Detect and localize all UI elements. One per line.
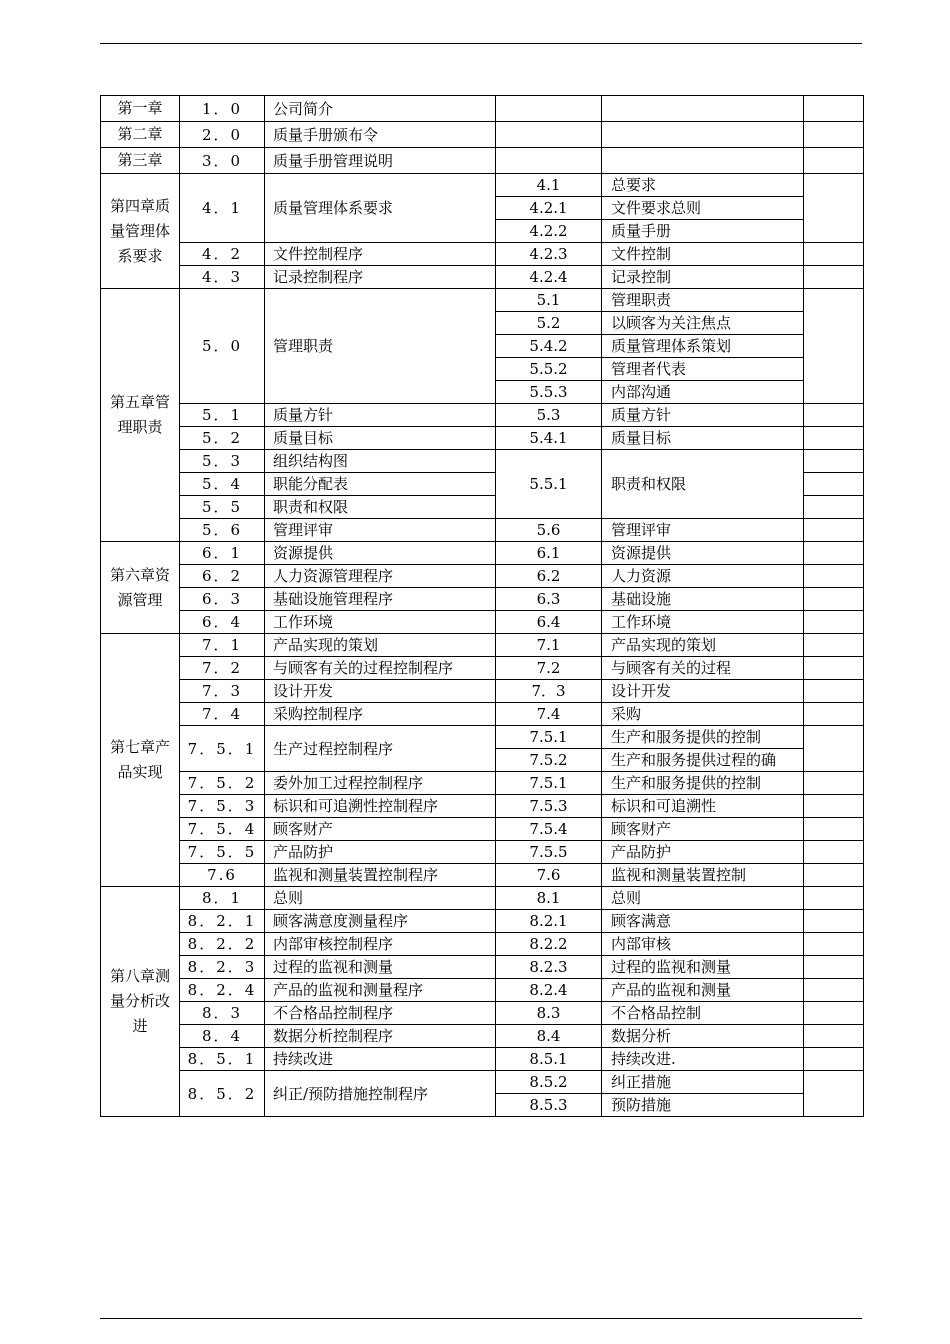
clause-title: 过程的监视和测量 xyxy=(602,956,804,979)
section-title: 顾客满意度测量程序 xyxy=(265,910,496,933)
clause-number: 8.4 xyxy=(496,1025,602,1048)
section-title: 产品实现的策划 xyxy=(265,634,496,657)
clause-title: 顾客财产 xyxy=(602,818,804,841)
remark-cell xyxy=(804,1048,864,1071)
section-number: 8．5．1 xyxy=(180,1048,265,1071)
table-row xyxy=(101,841,864,864)
clause-number: 5.2 xyxy=(496,312,602,335)
section-number: 8．2．2 xyxy=(180,933,265,956)
chapter-cell: 第七章产品实现 xyxy=(101,634,180,887)
clause-title: 不合格品控制 xyxy=(602,1002,804,1025)
section-title: 质量方针 xyxy=(265,404,496,427)
clause-title: 纠正措施 xyxy=(602,1071,804,1094)
clause-number: 7.5.1 xyxy=(496,772,602,795)
clause-title: 数据分析 xyxy=(602,1025,804,1048)
clause-title: 监视和测量装置控制 xyxy=(602,864,804,887)
empty-cell xyxy=(602,148,804,174)
section-number: 7．5．1 xyxy=(180,726,265,772)
table-row xyxy=(101,122,864,148)
chapter-cell: 第八章测量分析改进 xyxy=(101,887,180,1117)
section-title: 持续改进 xyxy=(265,1048,496,1071)
clause-title: 质量管理体系策划 xyxy=(602,335,804,358)
clause-number: 5.5.1 xyxy=(496,450,602,519)
section-number: 6．2 xyxy=(180,565,265,588)
table-row xyxy=(101,703,864,726)
section-title: 管理评审 xyxy=(265,519,496,542)
table-row xyxy=(101,542,864,565)
section-number: 8．2．4 xyxy=(180,979,265,1002)
remark-cell xyxy=(804,841,864,864)
clause-number: 7.5.2 xyxy=(496,749,602,772)
chapter-cell: 第二章 xyxy=(101,122,180,148)
section-number: 6．1 xyxy=(180,542,265,565)
section-number: 7．5．3 xyxy=(180,795,265,818)
clause-number: 8.2.2 xyxy=(496,933,602,956)
clause-number: 5.4.1 xyxy=(496,427,602,450)
clause-title: 总要求 xyxy=(602,174,804,197)
table-row xyxy=(101,634,864,657)
section-number: 6．4 xyxy=(180,611,265,634)
remark-cell xyxy=(804,565,864,588)
section-number: 8．3 xyxy=(180,1002,265,1025)
section-title: 文件控制程序 xyxy=(265,243,496,266)
remark-cell xyxy=(804,703,864,726)
remark-cell xyxy=(804,680,864,703)
clause-title: 持续改进. xyxy=(602,1048,804,1071)
remark-cell xyxy=(804,726,864,772)
clause-title: 生产和服务提供的控制 xyxy=(602,772,804,795)
section-number: 8．2．3 xyxy=(180,956,265,979)
section-title: 资源提供 xyxy=(265,542,496,565)
remark-cell xyxy=(804,634,864,657)
section-title: 标识和可追溯性控制程序 xyxy=(265,795,496,818)
clause-title: 内部审核 xyxy=(602,933,804,956)
clause-title: 人力资源 xyxy=(602,565,804,588)
clause-number: 7．3 xyxy=(496,680,602,703)
section-title: 产品的监视和测量程序 xyxy=(265,979,496,1002)
table-row xyxy=(101,772,864,795)
empty-cell xyxy=(496,96,602,122)
remark-cell xyxy=(804,542,864,565)
clause-title: 职责和权限 xyxy=(602,450,804,519)
remark-cell xyxy=(804,818,864,841)
empty-cell xyxy=(602,96,804,122)
section-number: 7．5．4 xyxy=(180,818,265,841)
clause-title: 与顾客有关的过程 xyxy=(602,657,804,680)
table-row xyxy=(101,956,864,979)
remark-cell xyxy=(804,174,864,243)
section-number: 4．1 xyxy=(180,174,265,243)
clause-number: 4.1 xyxy=(496,174,602,197)
clause-number: 8.5.2 xyxy=(496,1071,602,1094)
table-row xyxy=(101,565,864,588)
clause-number: 5.4.2 xyxy=(496,335,602,358)
section-number: 6．3 xyxy=(180,588,265,611)
section-title: 顾客财产 xyxy=(265,818,496,841)
table-row xyxy=(101,289,864,312)
clause-title: 内部沟通 xyxy=(602,381,804,404)
clause-title: 生产和服务提供的控制 xyxy=(602,726,804,749)
clause-title: 文件要求总则 xyxy=(602,197,804,220)
clause-number: 8.3 xyxy=(496,1002,602,1025)
section-title: 管理职责 xyxy=(265,289,496,404)
clause-number: 8.2.1 xyxy=(496,910,602,933)
clause-number: 7.2 xyxy=(496,657,602,680)
section-title: 记录控制程序 xyxy=(265,266,496,289)
clause-title: 资源提供 xyxy=(602,542,804,565)
section-number: 5．5 xyxy=(180,496,265,519)
clause-title: 生产和服务提供过程的确 xyxy=(602,749,804,772)
chapter-cell: 第三章 xyxy=(101,148,180,174)
table-row xyxy=(101,657,864,680)
table-row xyxy=(101,795,864,818)
empty-cell xyxy=(602,122,804,148)
remark-cell xyxy=(804,450,864,473)
clause-number: 4.2.4 xyxy=(496,266,602,289)
section-title: 总则 xyxy=(265,887,496,910)
table-row xyxy=(101,427,864,450)
remark-cell xyxy=(804,96,864,122)
clause-number: 7.5.4 xyxy=(496,818,602,841)
empty-cell xyxy=(496,148,602,174)
section-number: 7．1 xyxy=(180,634,265,657)
section-title: 监视和测量装置控制程序 xyxy=(265,864,496,887)
section-title: 组织结构图 xyxy=(265,450,496,473)
clause-number: 6.4 xyxy=(496,611,602,634)
clause-title: 设计开发 xyxy=(602,680,804,703)
remark-cell xyxy=(804,588,864,611)
clause-title: 质量手册 xyxy=(602,220,804,243)
clause-number: 7.5.5 xyxy=(496,841,602,864)
table-row xyxy=(101,680,864,703)
remark-cell xyxy=(804,404,864,427)
table-row xyxy=(101,174,864,197)
table-row xyxy=(101,1071,864,1094)
chapter-cell: 第四章质量管理体系要求 xyxy=(101,174,180,289)
table-row xyxy=(101,243,864,266)
table-row xyxy=(101,96,864,122)
remark-cell xyxy=(804,496,864,519)
clause-title: 工作环境 xyxy=(602,611,804,634)
remark-cell xyxy=(804,427,864,450)
clause-title: 管理评审 xyxy=(602,519,804,542)
table-row xyxy=(101,726,864,749)
section-number: 8．4 xyxy=(180,1025,265,1048)
table-row xyxy=(101,450,864,473)
remark-cell xyxy=(804,887,864,910)
section-title: 生产过程控制程序 xyxy=(265,726,496,772)
clause-title: 产品防护 xyxy=(602,841,804,864)
remark-cell xyxy=(804,611,864,634)
section-title: 质量手册颁布令 xyxy=(265,122,496,148)
clause-title: 基础设施 xyxy=(602,588,804,611)
clause-number: 4.2.2 xyxy=(496,220,602,243)
section-number: 3．0 xyxy=(180,148,265,174)
clause-number: 5.3 xyxy=(496,404,602,427)
section-title: 设计开发 xyxy=(265,680,496,703)
table-row xyxy=(101,266,864,289)
clause-title: 记录控制 xyxy=(602,266,804,289)
section-title: 内部审核控制程序 xyxy=(265,933,496,956)
section-title: 产品防护 xyxy=(265,841,496,864)
clause-number: 6.3 xyxy=(496,588,602,611)
table-row xyxy=(101,887,864,910)
table-row xyxy=(101,864,864,887)
clause-number: 7.1 xyxy=(496,634,602,657)
clause-number: 7.6 xyxy=(496,864,602,887)
clause-title: 标识和可追溯性 xyxy=(602,795,804,818)
clause-title: 产品实现的策划 xyxy=(602,634,804,657)
remark-cell xyxy=(804,1025,864,1048)
clause-number: 5.6 xyxy=(496,519,602,542)
table-row xyxy=(101,910,864,933)
clause-number: 7.4 xyxy=(496,703,602,726)
section-title: 职能分配表 xyxy=(265,473,496,496)
table-row xyxy=(101,818,864,841)
section-number: 1．0 xyxy=(180,96,265,122)
clause-number: 8.2.3 xyxy=(496,956,602,979)
section-number: 5．6 xyxy=(180,519,265,542)
remark-cell xyxy=(804,657,864,680)
clause-title: 预防措施 xyxy=(602,1094,804,1117)
table-row xyxy=(101,1002,864,1025)
remark-cell xyxy=(804,122,864,148)
remark-cell xyxy=(804,243,864,266)
clause-number: 7.5.1 xyxy=(496,726,602,749)
section-number: 8．5．2 xyxy=(180,1071,265,1117)
remark-cell xyxy=(804,795,864,818)
clause-title: 产品的监视和测量 xyxy=(602,979,804,1002)
section-number: 4．3 xyxy=(180,266,265,289)
clause-number: 8.5.1 xyxy=(496,1048,602,1071)
table-row xyxy=(101,519,864,542)
clause-number: 5.5.3 xyxy=(496,381,602,404)
clause-title: 质量方针 xyxy=(602,404,804,427)
remark-cell xyxy=(804,979,864,1002)
clause-number: 5.5.2 xyxy=(496,358,602,381)
remark-cell xyxy=(804,148,864,174)
footer-rule xyxy=(100,1318,862,1319)
clause-number: 6.2 xyxy=(496,565,602,588)
section-number: 5．0 xyxy=(180,289,265,404)
clause-number: 4.2.3 xyxy=(496,243,602,266)
remark-cell xyxy=(804,956,864,979)
remark-cell xyxy=(804,1071,864,1117)
section-title: 不合格品控制程序 xyxy=(265,1002,496,1025)
clause-number: 6.1 xyxy=(496,542,602,565)
clause-number: 5.1 xyxy=(496,289,602,312)
remark-cell xyxy=(804,864,864,887)
section-number: 7．5．5 xyxy=(180,841,265,864)
section-number: 5．4 xyxy=(180,473,265,496)
section-number: 7.6 xyxy=(180,864,265,887)
chapter-cell: 第五章管理职责 xyxy=(101,289,180,542)
section-title: 人力资源管理程序 xyxy=(265,565,496,588)
remark-cell xyxy=(804,519,864,542)
section-number: 2．0 xyxy=(180,122,265,148)
chapter-cell: 第六章资源管理 xyxy=(101,542,180,634)
remark-cell xyxy=(804,772,864,795)
clause-number: 8.1 xyxy=(496,887,602,910)
table-row xyxy=(101,1025,864,1048)
table-row xyxy=(101,979,864,1002)
remark-cell xyxy=(804,289,864,404)
clause-title: 以顾客为关注焦点 xyxy=(602,312,804,335)
clause-title: 文件控制 xyxy=(602,243,804,266)
clause-number: 4.2.1 xyxy=(496,197,602,220)
section-number: 5．1 xyxy=(180,404,265,427)
section-number: 7．4 xyxy=(180,703,265,726)
table-row xyxy=(101,933,864,956)
section-title: 质量手册管理说明 xyxy=(265,148,496,174)
section-number: 4．2 xyxy=(180,243,265,266)
remark-cell xyxy=(804,933,864,956)
table-row xyxy=(101,1048,864,1071)
section-title: 数据分析控制程序 xyxy=(265,1025,496,1048)
empty-cell xyxy=(496,122,602,148)
section-title: 质量管理体系要求 xyxy=(265,174,496,243)
clause-title: 采购 xyxy=(602,703,804,726)
clause-number: 8.5.3 xyxy=(496,1094,602,1117)
section-number: 7．2 xyxy=(180,657,265,680)
header-rule xyxy=(100,43,862,44)
section-number: 5．2 xyxy=(180,427,265,450)
table-row xyxy=(101,404,864,427)
remark-cell xyxy=(804,266,864,289)
table-row xyxy=(101,148,864,174)
section-number: 5．3 xyxy=(180,450,265,473)
section-number: 7．5．2 xyxy=(180,772,265,795)
quality-manual-index-table xyxy=(100,95,864,1117)
clause-title: 管理者代表 xyxy=(602,358,804,381)
section-title: 纠正/预防措施控制程序 xyxy=(265,1071,496,1117)
section-number: 8．1 xyxy=(180,887,265,910)
clause-title: 总则 xyxy=(602,887,804,910)
remark-cell xyxy=(804,473,864,496)
clause-title: 管理职责 xyxy=(602,289,804,312)
section-number: 8．2．1 xyxy=(180,910,265,933)
section-title: 过程的监视和测量 xyxy=(265,956,496,979)
section-title: 基础设施管理程序 xyxy=(265,588,496,611)
table-row xyxy=(101,588,864,611)
section-title: 质量目标 xyxy=(265,427,496,450)
section-number: 7．3 xyxy=(180,680,265,703)
clause-number: 7.5.3 xyxy=(496,795,602,818)
table-row xyxy=(101,611,864,634)
clause-title: 质量目标 xyxy=(602,427,804,450)
clause-title: 顾客满意 xyxy=(602,910,804,933)
chapter-cell: 第一章 xyxy=(101,96,180,122)
remark-cell xyxy=(804,910,864,933)
section-title: 职责和权限 xyxy=(265,496,496,519)
section-title: 委外加工过程控制程序 xyxy=(265,772,496,795)
section-title: 公司简介 xyxy=(265,96,496,122)
section-title: 与顾客有关的过程控制程序 xyxy=(265,657,496,680)
remark-cell xyxy=(804,1002,864,1025)
clause-number: 8.2.4 xyxy=(496,979,602,1002)
section-title: 采购控制程序 xyxy=(265,703,496,726)
section-title: 工作环境 xyxy=(265,611,496,634)
